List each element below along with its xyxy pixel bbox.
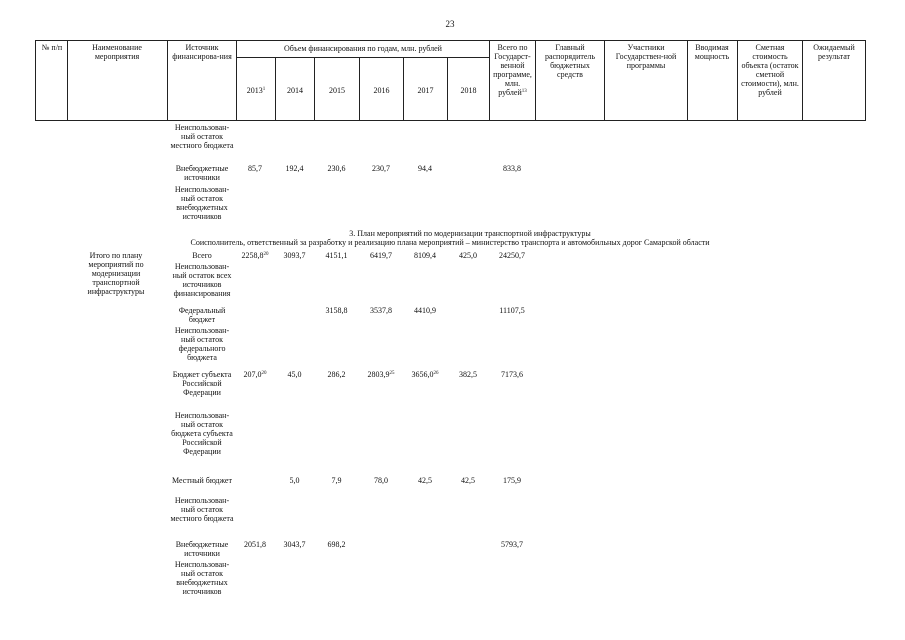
header-participants: Участники Государствен-ной программы bbox=[615, 43, 677, 70]
row-value: 4410,9 bbox=[414, 306, 436, 315]
row-value: 5,0 bbox=[289, 476, 300, 485]
row-source: Неиспользован-ный остаток местного бюджета bbox=[170, 496, 234, 523]
row-total: 7173,6 bbox=[501, 370, 523, 379]
row-value: 42,5 bbox=[461, 476, 475, 485]
row-value: 3093,7 bbox=[283, 251, 306, 260]
header-estimate: Сметная стоимость объекта (остаток сметной стоимости), млн. рублей bbox=[741, 43, 799, 97]
top-row-value: 230,6 bbox=[327, 164, 346, 173]
row-source: Бюджет субъекта Российской Федерации bbox=[172, 370, 232, 397]
row-value: 207,0$^{20}$ bbox=[243, 370, 267, 379]
row-value: 45,0 bbox=[287, 370, 302, 379]
row-source: Местный бюджет bbox=[172, 476, 232, 485]
row-value: 6419,7 bbox=[370, 251, 392, 260]
row-value: 78,0 bbox=[374, 476, 388, 485]
row-total: 175,9 bbox=[503, 476, 521, 485]
row-label: Итого по плану мероприятий по модернизации транспортной инфраструктуры bbox=[87, 251, 145, 296]
top-row-total: 833,8 bbox=[503, 164, 521, 173]
row-source: Неиспользован-ный остаток всех источников финансирования bbox=[172, 262, 232, 298]
row-source: Всего bbox=[192, 251, 212, 260]
row-total: 11107,5 bbox=[499, 306, 525, 315]
header-name: Наименование мероприятия bbox=[92, 43, 142, 61]
row-value: 382,5 bbox=[459, 370, 477, 379]
row-total: 24250,7 bbox=[499, 251, 525, 260]
page-number: 23 bbox=[445, 19, 455, 29]
row-source: Неиспользован-ный остаток федерального бюджета bbox=[174, 326, 230, 362]
header-volume: Объем финансирования по годам, млн. рублей bbox=[284, 44, 442, 53]
row-value: 3656,0$^{26}$ bbox=[411, 370, 439, 379]
row-value: 3043,7 bbox=[283, 540, 306, 549]
year-2017: 2017 bbox=[417, 86, 434, 95]
row-value: 286,2 bbox=[327, 370, 346, 379]
header-num: № п/п bbox=[41, 43, 63, 52]
year-2016: 2016 bbox=[373, 86, 390, 95]
row-value: 2803,9$^{25}$ bbox=[367, 370, 395, 379]
row-total: 5793,7 bbox=[501, 540, 523, 549]
row-value: 3158,8 bbox=[325, 306, 348, 315]
header-result: Ожидаемый результат bbox=[813, 43, 855, 61]
row-value: 8109,4 bbox=[414, 251, 436, 260]
header-capacity: Вводимая мощность bbox=[694, 43, 730, 61]
section-subtitle: Соисполнитель, ответственный за разработку и реализацию плана мероприятий – министерство транспорта и автомобильных дорог Самарской области bbox=[190, 238, 710, 247]
header-total: Всего по Государст-венной программе, млн. рублей$^{13}$ bbox=[493, 43, 532, 97]
top-row-source: Неиспользован-ный остаток внебюджетных источников bbox=[174, 185, 230, 221]
row-source: Федеральный бюджет bbox=[178, 306, 226, 324]
header-manager: Главный распорядитель бюджетных средств bbox=[544, 43, 596, 79]
year-2015: 2015 bbox=[329, 86, 345, 95]
row-source: Неиспользован-ный остаток бюджета субъекта Российской Федерации bbox=[171, 411, 233, 456]
year-2013: 2013$^1$ bbox=[246, 86, 266, 95]
top-row-source: Внебюджетные источники bbox=[175, 164, 229, 182]
row-value: 2051,8 bbox=[244, 540, 266, 549]
row-value: 2258,8$^{20}$ bbox=[241, 251, 269, 260]
year-2018: 2018 bbox=[460, 86, 477, 95]
top-row-value: 192,4 bbox=[285, 164, 304, 173]
top-row-value: 230,7 bbox=[372, 164, 390, 173]
row-value: 4151,1 bbox=[325, 251, 348, 260]
header-source: Источник финансирова-ния bbox=[172, 43, 232, 61]
row-value: 3537,8 bbox=[370, 306, 392, 315]
row-value: 698,2 bbox=[327, 540, 346, 549]
top-row-value: 85,7 bbox=[248, 164, 262, 173]
row-value: 42,5 bbox=[418, 476, 432, 485]
section-title: 3. План мероприятий по модернизации транспортной инфраструктуры bbox=[349, 229, 591, 238]
row-value: 425,0 bbox=[459, 251, 477, 260]
row-source: Неиспользован-ный остаток внебюджетных источников bbox=[174, 560, 230, 596]
row-value: 7,9 bbox=[331, 476, 342, 485]
year-2014: 2014 bbox=[287, 86, 303, 95]
top-row-source: Неиспользован-ный остаток местного бюджета bbox=[170, 123, 234, 150]
top-row-value: 94,4 bbox=[418, 164, 432, 173]
row-source: Внебюджетные источники bbox=[175, 540, 229, 558]
